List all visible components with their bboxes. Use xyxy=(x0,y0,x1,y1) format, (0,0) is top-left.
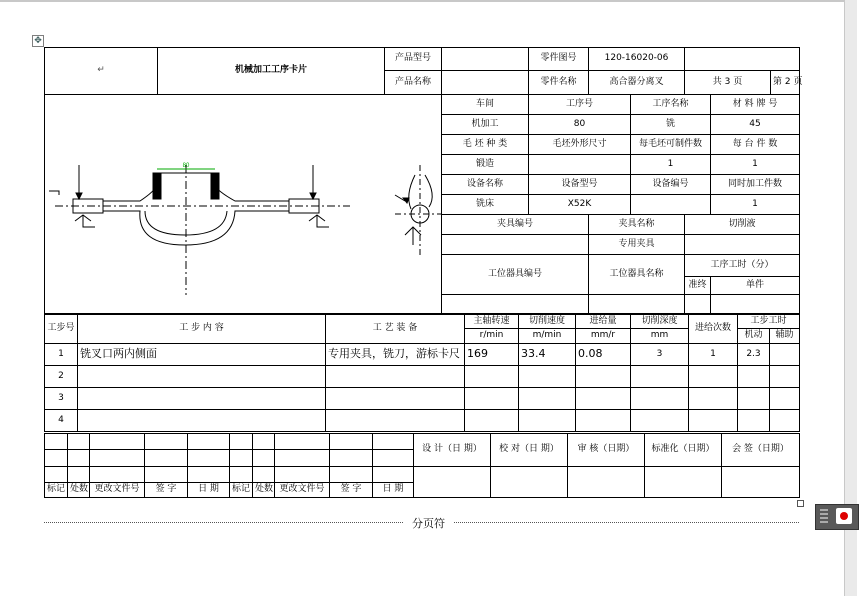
step-depth[interactable] xyxy=(631,366,689,388)
step-depth[interactable]: 3 xyxy=(631,344,689,366)
count-label: 处数 xyxy=(68,483,90,498)
signoff-cell[interactable] xyxy=(90,434,145,450)
step-equip[interactable] xyxy=(326,366,465,388)
right-prong xyxy=(211,173,219,199)
station-tool-name-label: 工位器具名称 xyxy=(589,255,685,295)
prep-time-value[interactable] xyxy=(685,295,711,314)
fixture-name-value[interactable]: 专用夹具 xyxy=(589,235,685,255)
step-spindle-speed[interactable] xyxy=(465,388,519,410)
side-support-symbol xyxy=(405,227,421,245)
step-feed[interactable] xyxy=(576,410,631,432)
signoff-cell[interactable] xyxy=(373,467,414,483)
signoff-cell[interactable] xyxy=(68,467,90,483)
table-row xyxy=(45,388,800,410)
step-feed[interactable] xyxy=(576,366,631,388)
table-row xyxy=(45,410,800,432)
step-passes[interactable]: 1 xyxy=(689,344,738,366)
table-move-handle-icon[interactable]: ✥ xyxy=(32,35,44,47)
pieces-per-blank-label: 每毛坯可制件数 xyxy=(631,135,711,155)
col-aux-time: 辅助 xyxy=(770,329,800,344)
step-depth[interactable] xyxy=(631,410,689,432)
signoff-cell[interactable] xyxy=(253,467,275,483)
change-doc-label: 更改文件号 xyxy=(90,483,145,498)
signoff-cell[interactable] xyxy=(145,467,188,483)
signoff-cell[interactable] xyxy=(253,450,275,467)
step-equip[interactable] xyxy=(326,388,465,410)
product-name-value[interactable] xyxy=(442,71,529,95)
fixture-no-value[interactable] xyxy=(442,235,589,255)
page-current xyxy=(771,71,803,95)
page-total-value: 3 xyxy=(724,76,731,87)
col-depth-unit: mm xyxy=(631,329,689,344)
floating-toolbar[interactable] xyxy=(815,504,859,530)
col-feed: 进给量 xyxy=(576,315,631,329)
left-locator-mark xyxy=(49,191,59,195)
coolant-value[interactable] xyxy=(685,235,800,255)
col-feed-unit: mm/r xyxy=(576,329,631,344)
header-blank-cell: ↵ xyxy=(45,48,158,95)
product-name-label: 产品名称 xyxy=(385,71,442,95)
date-label: 日 期 xyxy=(188,483,230,498)
signoff-cell[interactable] xyxy=(45,434,68,450)
count-label: 处数 xyxy=(253,483,275,498)
part-name-value[interactable]: 高合器分离叉 xyxy=(589,71,685,95)
signoff-cell[interactable] xyxy=(373,434,414,450)
product-model-label: 产品型号 xyxy=(385,48,442,71)
signoff-table xyxy=(44,433,800,498)
page-total-label: 共 xyxy=(712,76,722,87)
step-machine-time[interactable] xyxy=(738,388,770,410)
signoff-cell[interactable] xyxy=(68,434,90,450)
table-row xyxy=(45,366,800,388)
design-label: 设 计（日 期） xyxy=(414,434,491,467)
signoff-cell[interactable] xyxy=(230,450,253,467)
mark-label: 标记 xyxy=(230,483,253,498)
signoff-cell[interactable] xyxy=(230,467,253,483)
material-value[interactable]: 45 xyxy=(711,115,800,135)
unit-time-label: 单件 xyxy=(711,277,800,295)
fork-bottom-outline xyxy=(103,211,289,245)
step-spindle-speed[interactable] xyxy=(465,410,519,432)
station-tool-no-label: 工位器具编号 xyxy=(442,255,589,295)
process-name-label: 工序名称 xyxy=(631,95,711,115)
step-passes[interactable] xyxy=(689,388,738,410)
pieces-per-machine-label: 每 台 件 数 xyxy=(711,135,800,155)
part-drawing-no-label: 零件图号 xyxy=(529,48,589,71)
process-name-value[interactable]: 铣 xyxy=(631,115,711,135)
fixture-no-label: 夹具编号 xyxy=(442,215,589,235)
part-drawing-svg xyxy=(45,95,442,313)
signoff-cell[interactable] xyxy=(330,450,373,467)
step-cut-speed[interactable] xyxy=(519,366,576,388)
part-drawing xyxy=(45,95,442,314)
workshop-value[interactable]: 机加工 xyxy=(442,115,529,135)
col-step-content: 工 步 内 容 xyxy=(78,315,326,344)
blank-type-label: 毛 坯 种 类 xyxy=(442,135,529,155)
date-label: 日 期 xyxy=(373,483,414,498)
left-support-symbol xyxy=(75,215,95,227)
step-feed[interactable]: 0.08 xyxy=(576,344,631,366)
signoff-cell[interactable] xyxy=(90,450,145,467)
step-machine-time[interactable] xyxy=(738,410,770,432)
left-clamp-arrow-icon xyxy=(76,193,82,199)
process-steps-table xyxy=(44,314,800,432)
countersign-label: 会 签（日期） xyxy=(722,434,800,467)
toolbar-grip-icon[interactable] xyxy=(820,509,828,525)
step-no[interactable]: 1 xyxy=(45,344,78,366)
fixture-name-label: 夹具名称 xyxy=(589,215,685,235)
design-value[interactable] xyxy=(414,467,491,498)
simul-parts-label: 同时加工件数 xyxy=(711,175,800,195)
step-content[interactable] xyxy=(78,366,326,388)
col-cut-speed-unit: m/min xyxy=(519,329,576,344)
step-aux-time[interactable] xyxy=(770,366,800,388)
countersign-value[interactable] xyxy=(722,467,800,498)
signoff-cell[interactable] xyxy=(145,434,188,450)
col-depth: 切削深度 xyxy=(631,315,689,329)
standard-label: 标准化（日期） xyxy=(645,434,722,467)
signoff-cell[interactable] xyxy=(373,450,414,467)
step-cut-speed[interactable] xyxy=(519,410,576,432)
signoff-cell[interactable] xyxy=(45,450,68,467)
step-no[interactable]: 2 xyxy=(45,366,78,388)
blank-type-value[interactable]: 锻造 xyxy=(442,155,529,175)
page-title: 机械加工工序卡片 xyxy=(158,48,385,95)
signoff-cell[interactable] xyxy=(68,450,90,467)
equip-name-value[interactable]: 铣床 xyxy=(442,195,529,215)
signoff-cell[interactable] xyxy=(45,467,68,483)
equip-model-label: 设备型号 xyxy=(529,175,631,195)
col-cut-speed: 切削速度 xyxy=(519,315,576,329)
equip-no-label: 设备编号 xyxy=(631,175,711,195)
col-spindle-speed: 主轴转速 xyxy=(465,315,519,329)
step-machine-time[interactable] xyxy=(738,366,770,388)
signoff-cell[interactable] xyxy=(330,434,373,450)
station-tool-no-value[interactable] xyxy=(442,295,589,314)
step-depth[interactable] xyxy=(631,388,689,410)
part-name-label: 零件名称 xyxy=(529,71,589,95)
step-no[interactable]: 3 xyxy=(45,388,78,410)
page-unit-2: 页 xyxy=(793,76,803,87)
signoff-cell[interactable] xyxy=(330,467,373,483)
record-icon[interactable] xyxy=(836,508,852,524)
step-content[interactable]: 铣叉口两内侧面 xyxy=(78,344,326,366)
step-content[interactable] xyxy=(78,388,326,410)
simul-parts-value[interactable]: 1 xyxy=(711,195,800,215)
signoff-cell[interactable] xyxy=(275,450,330,467)
step-equip[interactable] xyxy=(326,410,465,432)
process-time-label: 工序工时（分） xyxy=(685,255,800,277)
step-aux-time[interactable] xyxy=(770,410,800,432)
step-no[interactable]: 4 xyxy=(45,410,78,432)
window-top-edge xyxy=(0,0,857,2)
prep-time-label: 准终 xyxy=(685,277,711,295)
equip-model-value[interactable]: X52K xyxy=(529,195,631,215)
right-clamp-arrow-icon xyxy=(310,193,316,199)
mark-label: 标记 xyxy=(45,483,68,498)
check-value[interactable] xyxy=(491,467,568,498)
step-feed[interactable] xyxy=(576,388,631,410)
unit-time-value[interactable] xyxy=(711,295,800,314)
signoff-cell[interactable] xyxy=(253,434,275,450)
signoff-cell[interactable] xyxy=(188,434,230,450)
page-current-value: 2 xyxy=(784,76,791,87)
signoff-cell[interactable] xyxy=(230,434,253,450)
process-no-label: 工序号 xyxy=(529,95,631,115)
step-spindle-speed[interactable]: 169 xyxy=(465,344,519,366)
col-step-time: 工步工时 xyxy=(738,315,800,329)
col-step-no: 工步号 xyxy=(45,315,78,344)
page-break-label: 分页符 xyxy=(404,515,453,531)
check-label: 校 对（日 期） xyxy=(491,434,568,467)
blank-size-label: 毛坯外形尺寸 xyxy=(529,135,631,155)
page-unit-1: 页 xyxy=(733,76,743,87)
signoff-cell[interactable] xyxy=(145,450,188,467)
signoff-cell[interactable] xyxy=(275,467,330,483)
step-passes[interactable] xyxy=(689,366,738,388)
step-cut-speed[interactable] xyxy=(519,388,576,410)
standard-value[interactable] xyxy=(645,467,722,498)
step-aux-time[interactable] xyxy=(770,388,800,410)
coolant-label: 切削液 xyxy=(685,215,800,235)
table-row xyxy=(45,344,800,366)
dimension-text: 80 xyxy=(182,163,190,169)
step-passes[interactable] xyxy=(689,410,738,432)
workshop-label: 车间 xyxy=(442,95,529,115)
page-current-label: 第 xyxy=(773,76,783,87)
process-card-header-table xyxy=(44,47,803,314)
process-no-value[interactable]: 80 xyxy=(529,115,631,135)
left-prong xyxy=(153,173,161,199)
fork-top-outline xyxy=(103,173,289,201)
pieces-per-machine-value[interactable]: 1 xyxy=(711,155,800,175)
sign-label: 签 字 xyxy=(145,483,188,498)
pieces-per-blank-value[interactable]: 1 xyxy=(631,155,711,175)
col-spindle-speed-unit: r/min xyxy=(465,329,519,344)
blank-size-value[interactable] xyxy=(529,155,631,175)
change-doc-label: 更改文件号 xyxy=(275,483,330,498)
step-spindle-speed[interactable] xyxy=(465,366,519,388)
header-blank-right xyxy=(685,48,800,71)
right-support-symbol xyxy=(309,215,329,227)
signoff-cell[interactable] xyxy=(188,467,230,483)
step-equip[interactable]: 专用夹具，铣刀，游标卡尺 xyxy=(326,344,465,366)
col-step-equip: 工 艺 装 备 xyxy=(326,315,465,344)
product-model-value[interactable] xyxy=(442,48,529,71)
step-machine-time[interactable]: 2.3 xyxy=(738,344,770,366)
step-cut-speed[interactable]: 33.4 xyxy=(519,344,576,366)
equip-name-label: 设备名称 xyxy=(442,175,529,195)
sign-label: 签 字 xyxy=(330,483,373,498)
equip-no-value[interactable] xyxy=(631,195,711,215)
table-resize-handle[interactable] xyxy=(797,500,804,507)
col-machine-time: 机动 xyxy=(738,329,770,344)
page-total xyxy=(685,71,771,95)
station-tool-name-value[interactable] xyxy=(589,295,685,314)
signoff-cell[interactable] xyxy=(275,434,330,450)
signoff-cell[interactable] xyxy=(188,450,230,467)
signoff-cell[interactable] xyxy=(90,467,145,483)
material-label: 材 料 牌 号 xyxy=(711,95,800,115)
review-label: 审 核（日期） xyxy=(568,434,645,467)
col-passes: 进给次数 xyxy=(689,315,738,344)
step-content[interactable] xyxy=(78,410,326,432)
review-value[interactable] xyxy=(568,467,645,498)
step-aux-time[interactable] xyxy=(770,344,800,366)
part-drawing-no-value[interactable]: 120-16020-06 xyxy=(589,48,685,71)
